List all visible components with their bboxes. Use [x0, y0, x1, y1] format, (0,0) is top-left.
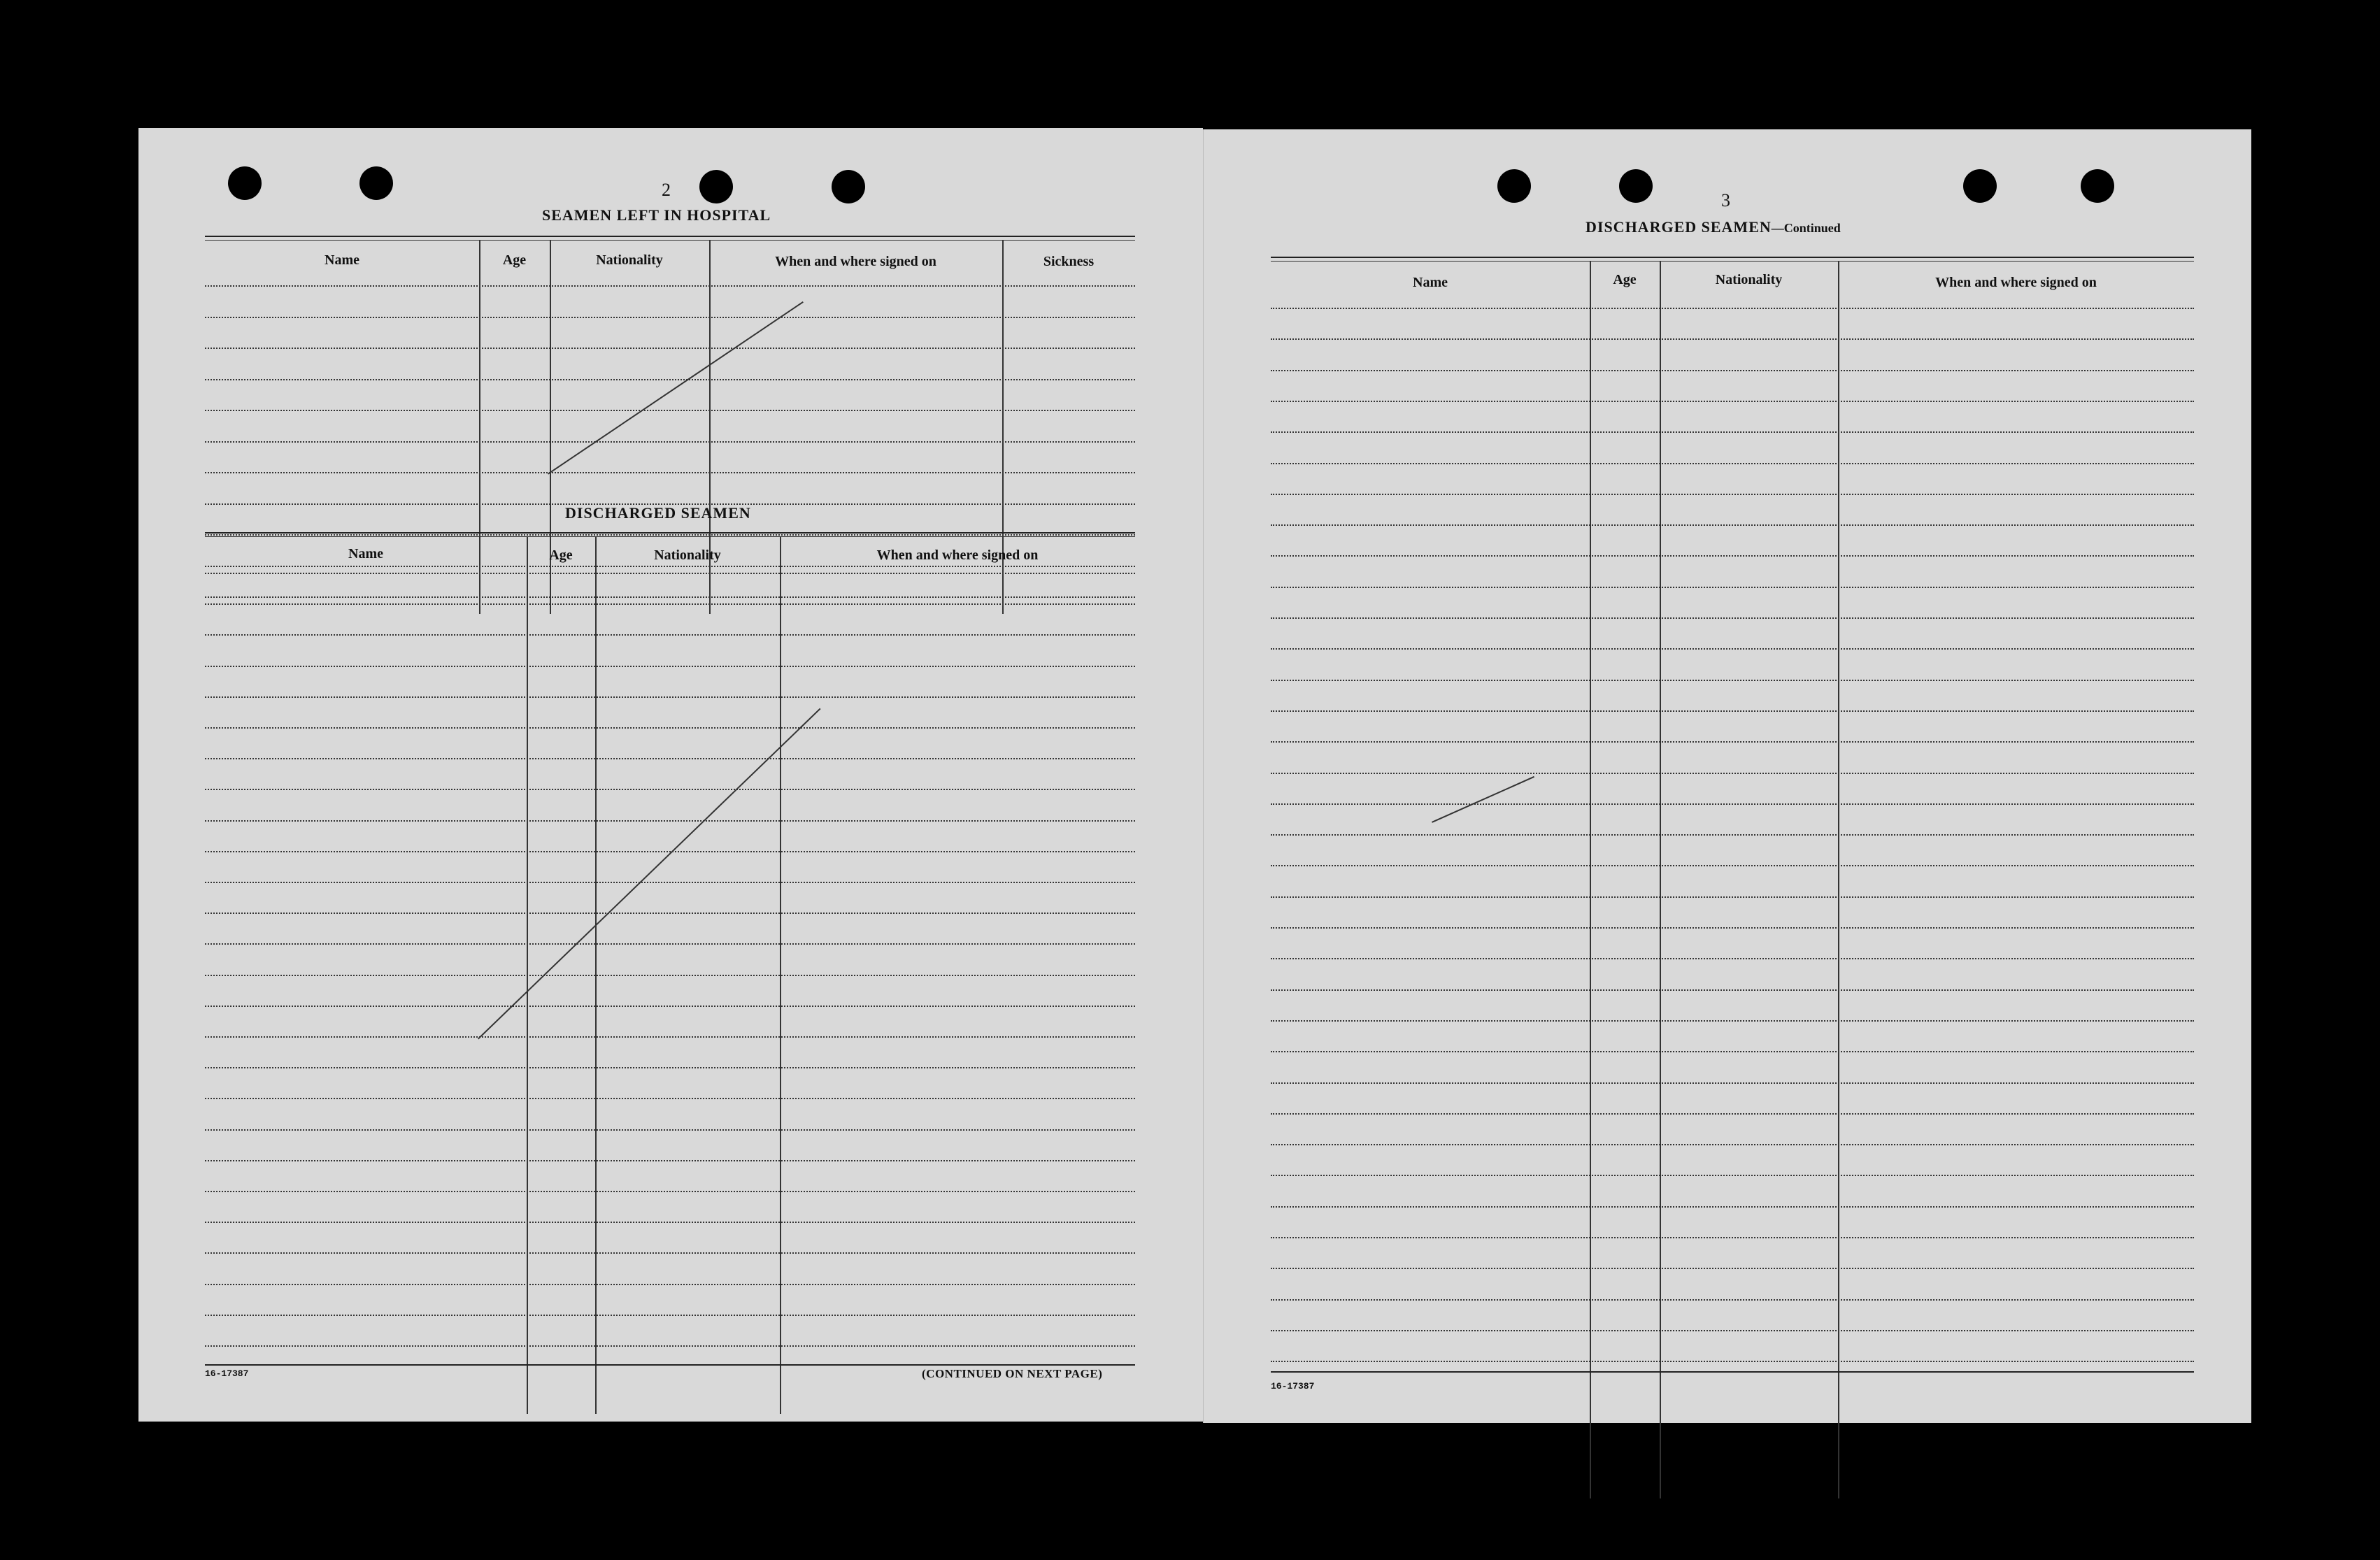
table-row-line — [1271, 494, 2194, 495]
table-row-line — [1271, 1175, 2194, 1176]
table-row-line — [1271, 773, 2194, 774]
table-row-line — [1271, 927, 2194, 929]
table-row-line — [205, 441, 1135, 443]
table-row-line — [1271, 338, 2194, 340]
table-row-line — [205, 882, 1135, 883]
table-row-line — [1271, 896, 2194, 898]
continued-note: (CONTINUED ON NEXT PAGE) — [922, 1367, 1103, 1380]
column-header-signed-on: When and where signed on — [775, 254, 936, 269]
pen-stroke — [548, 301, 804, 475]
punch-hole — [1619, 169, 1653, 203]
table-row-line — [205, 820, 1135, 822]
table-row-line — [1271, 803, 2194, 805]
column-header-sickness: Sickness — [1043, 254, 1095, 269]
table-row-line — [1271, 710, 2194, 712]
table-row-line — [1271, 431, 2194, 433]
table-row-line — [205, 758, 1135, 759]
table-row-line — [205, 666, 1135, 667]
page-number: 2 — [662, 180, 671, 200]
table-row-line — [1271, 1144, 2194, 1145]
table-row-line — [1271, 1206, 2194, 1208]
form-number: 16-17387 — [205, 1368, 249, 1379]
table-row-line — [205, 789, 1135, 790]
table-row-line — [1271, 741, 2194, 743]
table-row-line — [205, 1006, 1135, 1007]
table-row-line — [1271, 865, 2194, 866]
pen-stroke — [1432, 776, 1534, 823]
table-row-line — [1271, 1361, 2194, 1362]
table-row-line — [205, 566, 1135, 567]
table-row-line — [205, 534, 1135, 536]
form-number: 16-17387 — [1271, 1381, 1315, 1391]
table-row-line — [1271, 680, 2194, 681]
page-number: 3 — [1721, 190, 1730, 210]
table-row-line — [205, 1160, 1135, 1161]
table-row-line — [205, 573, 1135, 574]
table-row-line — [1271, 555, 2194, 557]
column-header-nationality: Nationality — [596, 252, 663, 268]
table-row-line — [205, 727, 1135, 729]
table-row-line — [205, 913, 1135, 914]
table-row-line — [205, 317, 1135, 318]
column-header-nationality: Nationality — [654, 548, 721, 563]
punch-hole — [359, 166, 393, 200]
table-row-line — [205, 1036, 1135, 1038]
table-row-line — [1271, 1237, 2194, 1238]
continued-table-title: DISCHARGED SEAMEN—Continued — [1586, 218, 1841, 236]
table-row-line — [1271, 308, 2194, 309]
table-row-line — [205, 285, 1135, 287]
punch-hole — [1497, 169, 1531, 203]
table-row-line — [1271, 989, 2194, 991]
table-row-line — [205, 603, 1135, 605]
table-row-line — [205, 348, 1135, 349]
table-row-line — [1271, 1082, 2194, 1084]
table-row-line — [1271, 370, 2194, 371]
table-row-line — [205, 1098, 1135, 1099]
table-row-line — [205, 1129, 1135, 1131]
table-row-line — [205, 596, 1135, 598]
table-row-line — [205, 696, 1135, 698]
table-row-line — [1271, 1330, 2194, 1331]
table-row-line — [205, 1315, 1135, 1316]
discharged-table-title: DISCHARGED SEAMEN — [565, 504, 751, 522]
table-row-line — [1271, 1051, 2194, 1052]
column-header-signed-on: When and where signed on — [876, 548, 1039, 563]
table-row-line — [1271, 587, 2194, 588]
left-page — [138, 128, 1203, 1422]
table-row-line — [1271, 834, 2194, 836]
table-row-line — [1271, 463, 2194, 464]
table-row-line — [205, 379, 1135, 380]
column-header-name: Name — [1413, 275, 1448, 290]
table-row-line — [1271, 617, 2194, 619]
punch-hole — [832, 170, 865, 203]
column-header-name: Name — [325, 252, 359, 268]
table-row-line — [205, 943, 1135, 945]
table-row-line — [205, 410, 1135, 411]
table-row-line — [1271, 524, 2194, 526]
table-row-line — [205, 1191, 1135, 1192]
table-row-line — [205, 1067, 1135, 1068]
column-header-signed-on: When and where signed on — [1935, 275, 2097, 290]
column-header-name: Name — [348, 546, 383, 561]
table-row-line — [1271, 648, 2194, 650]
table-row-line — [1271, 1113, 2194, 1115]
table-row-line — [205, 1345, 1135, 1347]
table-row-line — [205, 634, 1135, 636]
column-header-age: Age — [1613, 272, 1637, 287]
table-row-line — [1271, 958, 2194, 959]
punch-hole — [228, 166, 262, 200]
table-row-line — [1271, 1020, 2194, 1022]
table-row-line — [205, 472, 1135, 473]
column-header-age: Age — [549, 548, 573, 563]
hospital-table-title: SEAMEN LEFT IN HOSPITAL — [542, 206, 771, 224]
table-row-line — [205, 975, 1135, 976]
table-row-line — [205, 1222, 1135, 1223]
punch-hole — [699, 170, 733, 203]
punch-hole — [2081, 169, 2114, 203]
table-row-line — [205, 1252, 1135, 1254]
punch-hole — [1963, 169, 1997, 203]
table-row-line — [205, 1284, 1135, 1285]
table-row-line — [1271, 1268, 2194, 1269]
right-page — [1203, 129, 2251, 1423]
table-row-line — [1271, 1299, 2194, 1301]
column-header-age: Age — [502, 252, 527, 268]
column-header-nationality: Nationality — [1715, 272, 1783, 287]
table-row-line — [1271, 401, 2194, 402]
